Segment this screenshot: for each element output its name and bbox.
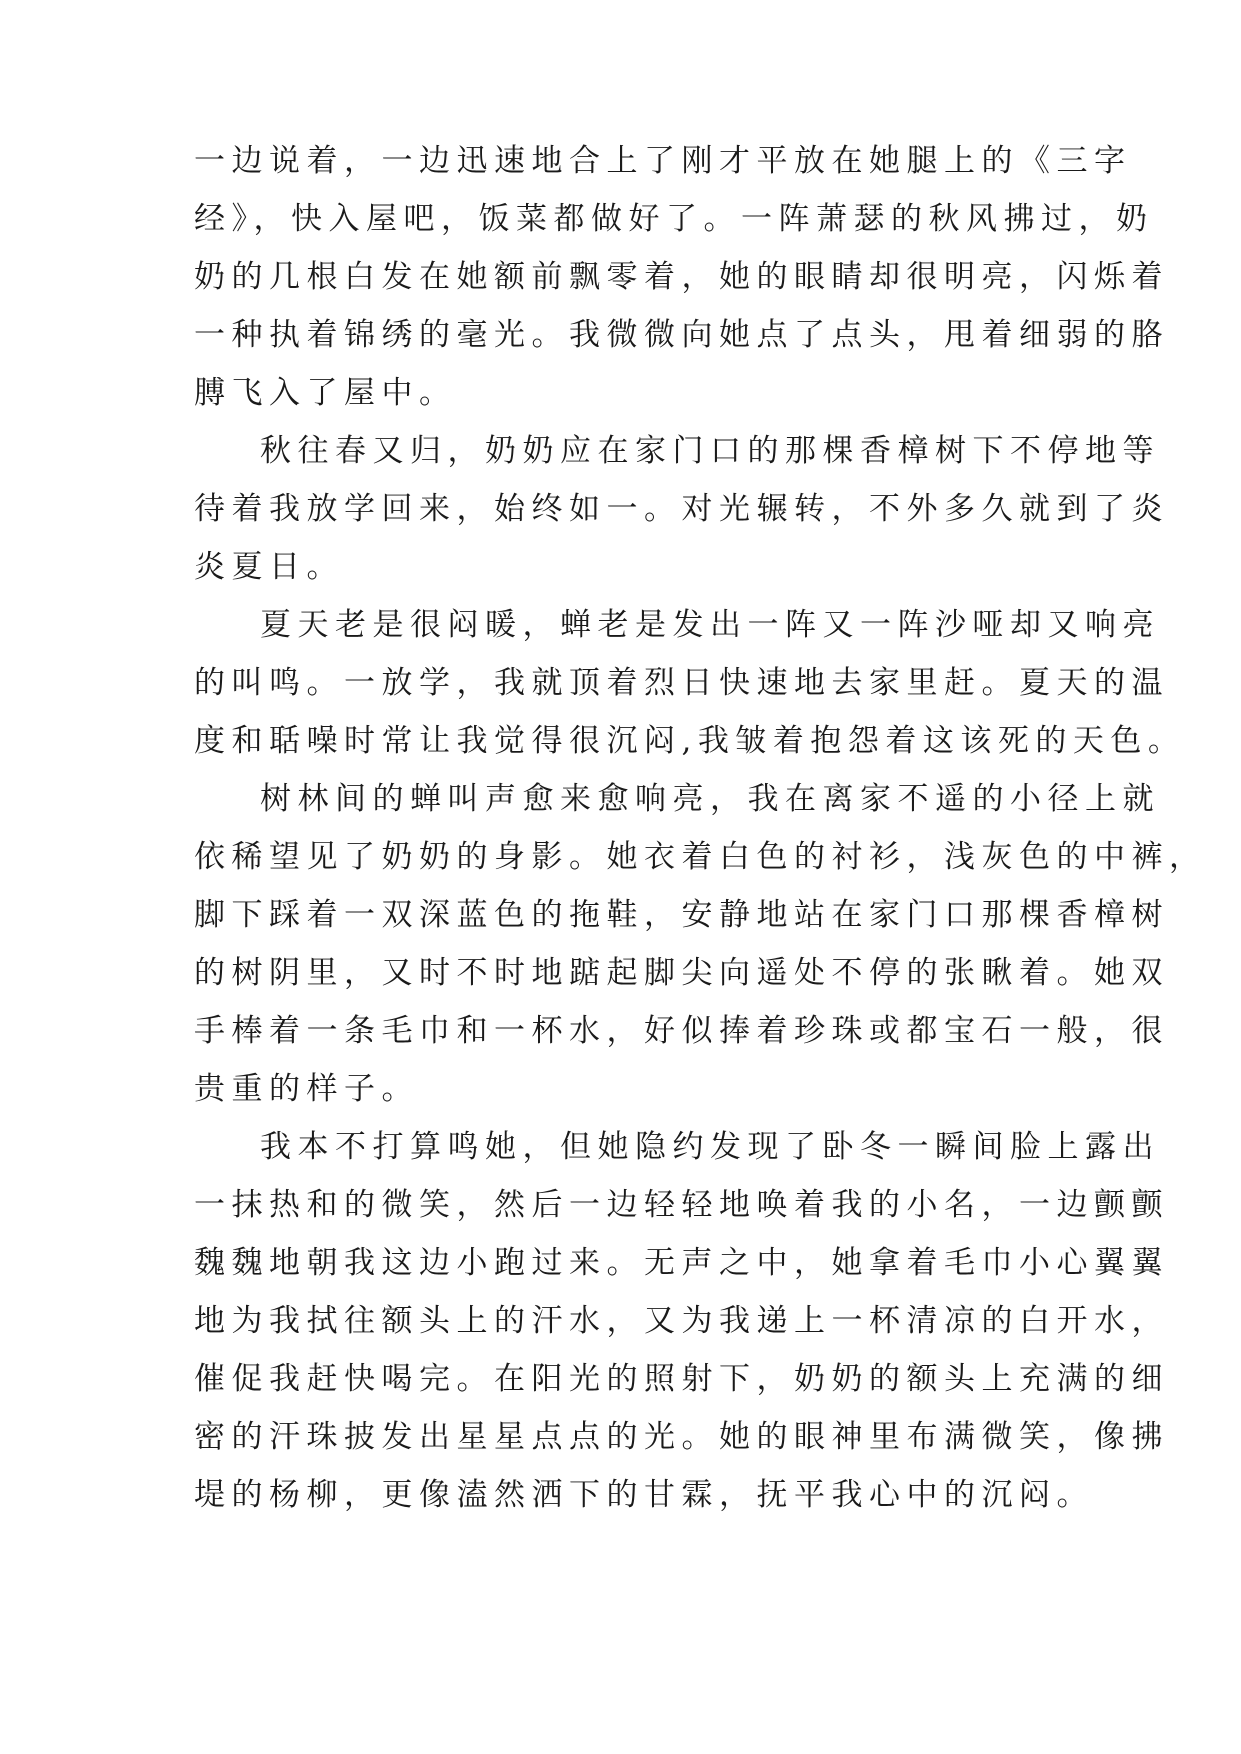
text-line: 的树阴里，又时不时地踮起脚尖向遥处不停的张瞅着。她双 — [194, 955, 1169, 991]
text-line: 密的汗珠披发出星星点点的光。她的眼神里布满微笑，像拂 — [194, 1419, 1169, 1455]
paragraph-first-line: 夏天老是很闷暖，蝉老是发出一阵又一阵沙哑却又响亮 — [260, 607, 1160, 643]
text-line: 地为我拭往额头上的汗水，又为我递上一杯清凉的白开水， — [194, 1303, 1169, 1339]
text-line: 依稀望见了奶奶的身影。她衣着白色的衬衫，浅灰色的中裤， — [194, 839, 1207, 875]
text-line: 经》，快入屋吧，饭菜都做好了。一阵萧瑟的秋风拂过，奶 — [194, 201, 1154, 237]
paragraph-first-line: 秋往春又归，奶奶应在家门口的那棵香樟树下不停地等 — [260, 433, 1160, 469]
text-line: 的叫鸣。一放学，我就顶着烈日快速地去家里赶。夏天的温 — [194, 665, 1169, 701]
text-line: 待着我放学回来，始终如一。对光辗转，不外多久就到了炎 — [194, 491, 1169, 527]
paragraph-first-line: 我本不打算鸣她，但她隐约发现了卧冬一瞬间脸上露出 — [260, 1129, 1160, 1165]
text-line: 手棒着一条毛巾和一杯水，好似捧着珍珠或都宝石一般，很 — [194, 1013, 1169, 1049]
text-line: 魏魏地朝我这边小跑过来。无声之中，她拿着毛巾小心翼翼 — [194, 1245, 1169, 1281]
document-body — [194, 132, 1207, 1524]
text-line: 堤的杨柳，更像溘然洒下的甘霖，抚平我心中的沉闷。 — [194, 1477, 1094, 1513]
text-line: 度和聒噪时常让我觉得很沉闷,我皱着抱怨着这该死的天色。 — [194, 723, 1186, 759]
text-line: 膊飞入了屋中。 — [194, 375, 457, 411]
text-line: 一边说着，一边迅速地合上了刚才平放在她腿上的《三字 — [194, 143, 1132, 179]
text-line: 炎夏日。 — [194, 549, 344, 585]
text-line: 脚下踩着一双深蓝色的拖鞋，安静地站在家门口那棵香樟树 — [194, 897, 1169, 933]
paragraph-first-line: 树林间的蝉叫声愈来愈响亮，我在离家不遥的小径上就 — [260, 781, 1160, 817]
text-line: 奶的几根白发在她额前飘零着，她的眼睛却很明亮，闪烁着 — [194, 259, 1169, 295]
text-line: 催促我赶快喝完。在阳光的照射下，奶奶的额头上充满的细 — [194, 1361, 1169, 1397]
text-line: 一种执着锦绣的毫光。我微微向她点了点头，甩着细弱的胳 — [194, 317, 1169, 353]
text-line: 贵重的样子。 — [194, 1071, 419, 1107]
text-line: 一抹热和的微笑，然后一边轻轻地唤着我的小名，一边颤颤 — [194, 1187, 1169, 1223]
